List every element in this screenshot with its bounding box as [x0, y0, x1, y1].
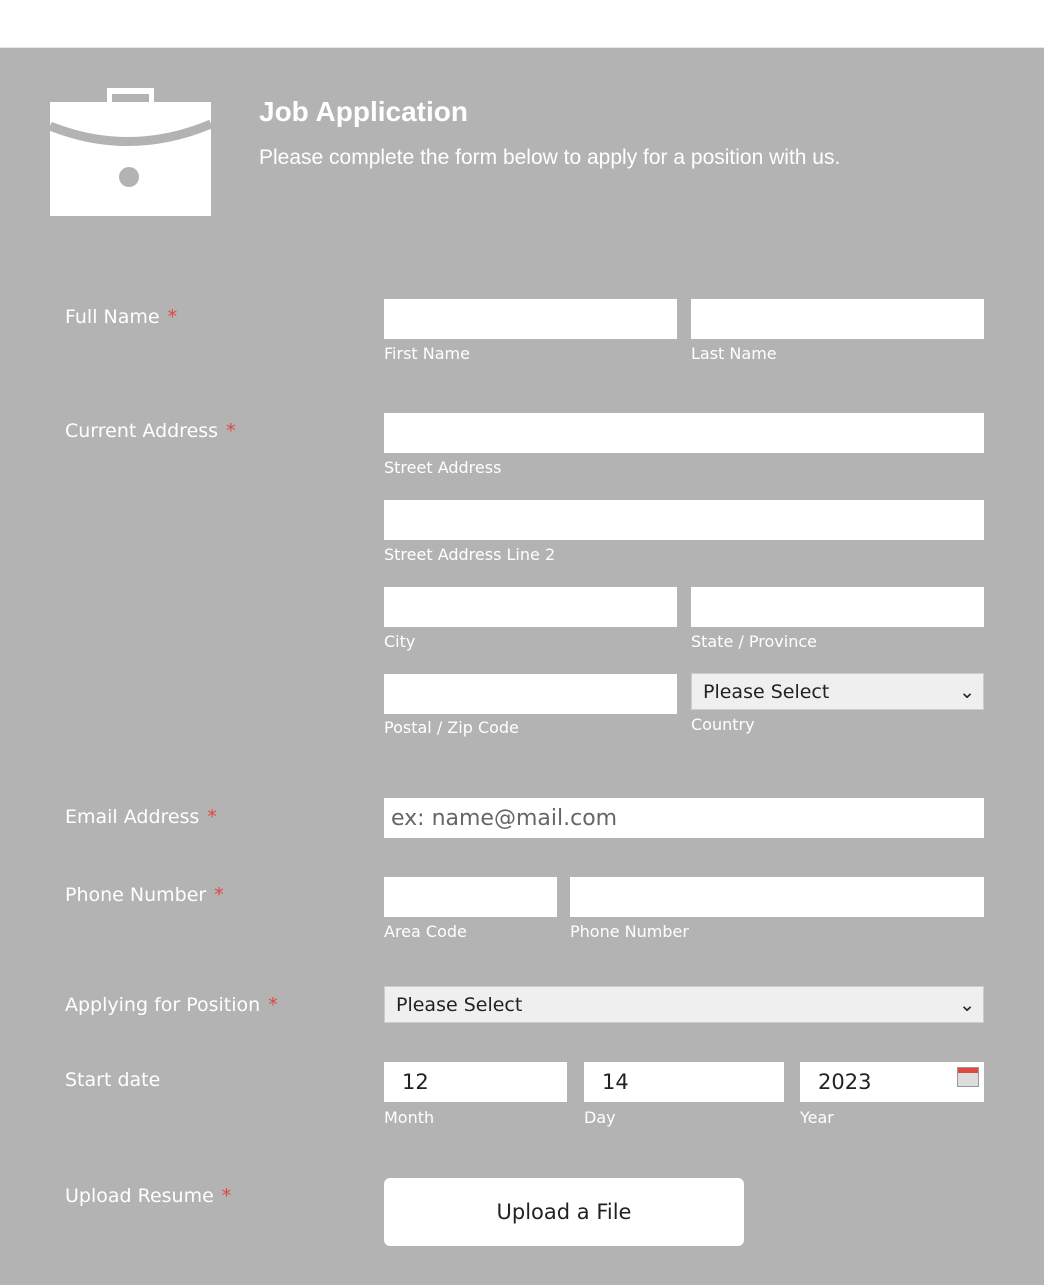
form-title: Job Application: [259, 96, 468, 127]
first-name-sublabel: First Name: [384, 344, 470, 363]
label-text: Email Address: [65, 806, 200, 828]
year-value: 2023: [818, 1070, 872, 1094]
first-name-input[interactable]: [384, 299, 677, 339]
chevron-down-icon: ⌄: [959, 680, 975, 703]
phone-number-sublabel: Phone Number: [570, 922, 689, 941]
area-code-sublabel: Area Code: [384, 922, 467, 941]
street-address-2-sublabel: Street Address Line 2: [384, 545, 556, 564]
phone-number-input[interactable]: [570, 877, 984, 917]
email-input[interactable]: [384, 798, 984, 838]
required-marker: *: [207, 806, 217, 828]
chevron-down-icon: ⌄: [959, 993, 975, 1016]
position-label: [65, 994, 278, 1016]
upload-file-button[interactable]: Upload a File: [384, 1178, 744, 1246]
day-sublabel: Day: [584, 1108, 616, 1127]
full-name-label: [65, 306, 177, 328]
required-marker: *: [167, 306, 178, 328]
email-placeholder: ex: name@mail.com: [391, 805, 618, 831]
start-date-label: Start date: [65, 1069, 161, 1091]
briefcase-icon: [50, 88, 211, 216]
resume-label: [65, 1185, 231, 1207]
position-value: Please Select: [396, 993, 523, 1016]
state-sublabel: State / Province: [691, 632, 817, 651]
email-label: [65, 806, 217, 828]
last-name-input[interactable]: [691, 299, 984, 339]
month-value: 12: [402, 1070, 429, 1094]
month-sublabel: Month: [384, 1108, 435, 1127]
required-marker: *: [221, 1185, 232, 1207]
label-text: Upload Resume: [65, 1185, 214, 1207]
top-bar: [0, 0, 1044, 48]
form-subtitle: Please complete the form below to apply for a position with us.: [259, 146, 841, 169]
state-input[interactable]: [691, 587, 984, 627]
street-address-input[interactable]: [384, 413, 984, 453]
calendar-icon[interactable]: [957, 1067, 979, 1087]
month-input[interactable]: [384, 1062, 567, 1102]
required-marker: *: [268, 994, 278, 1016]
country-sublabel: Country: [691, 715, 755, 734]
country-select[interactable]: [691, 673, 984, 710]
zip-sublabel: Postal / Zip Code: [384, 718, 519, 737]
label-text: Applying for Position: [65, 994, 261, 1016]
address-label: [65, 420, 236, 442]
required-marker: *: [226, 420, 236, 442]
zip-input[interactable]: [384, 674, 677, 714]
job-application-form: [0, 48, 1044, 1285]
country-value: Please Select: [703, 680, 830, 703]
last-name-sublabel: Last Name: [691, 344, 777, 363]
label-text: Current Address: [65, 420, 219, 442]
street-address-2-input[interactable]: [384, 500, 984, 540]
day-value: 14: [602, 1070, 629, 1094]
required-marker: *: [214, 884, 224, 906]
area-code-input[interactable]: [384, 877, 557, 917]
label-text: Full Name: [65, 306, 160, 328]
year-sublabel: Year: [800, 1108, 834, 1127]
city-input[interactable]: [384, 587, 677, 627]
day-input[interactable]: [584, 1062, 784, 1102]
street-address-sublabel: Street Address: [384, 458, 502, 477]
phone-label: [65, 884, 224, 906]
city-sublabel: City: [384, 632, 416, 651]
label-text: Phone Number: [65, 884, 207, 906]
position-select[interactable]: [384, 986, 984, 1023]
